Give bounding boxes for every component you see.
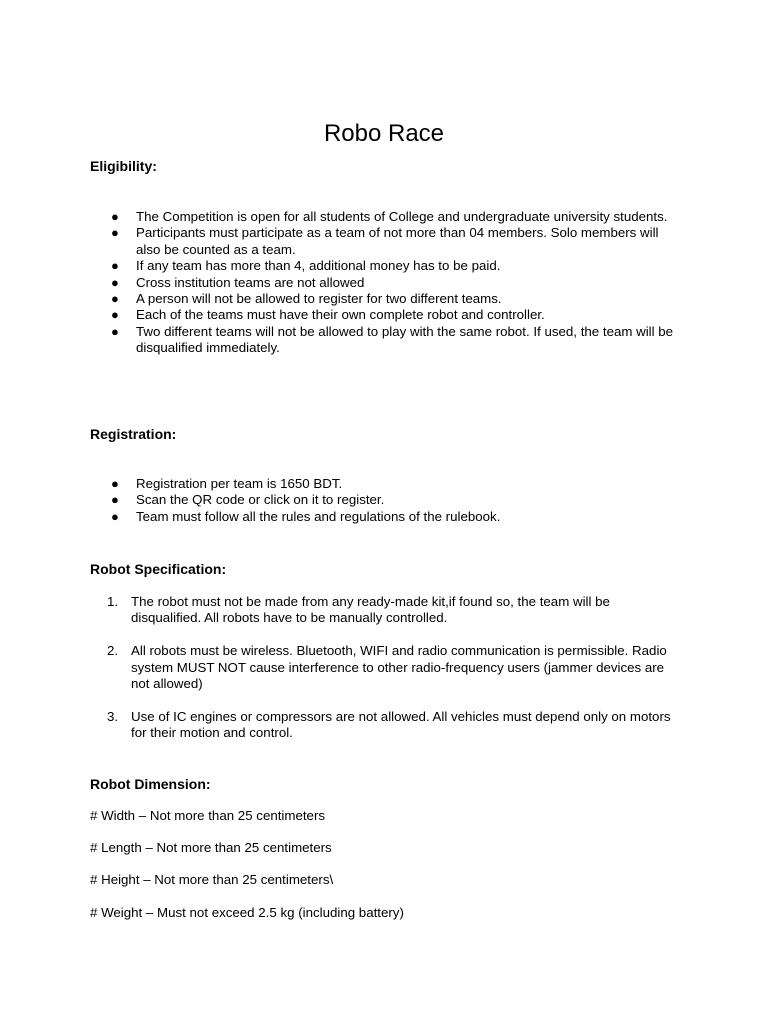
page-title: Robo Race <box>323 120 445 147</box>
list-item <box>0 324 676 357</box>
list-item-text: Scan the QR code or click on it to register. <box>136 492 385 508</box>
list-item-text: Cross institution teams are not allowed <box>136 274 365 290</box>
list-item-text: If any team has more than 4, additional money has to be paid. <box>136 258 501 274</box>
bullet-icon: ● <box>111 258 119 274</box>
list-number: 1. <box>107 594 119 609</box>
list-item <box>0 291 676 307</box>
list-number: 3. <box>107 708 119 724</box>
bullet-icon: ● <box>111 508 119 524</box>
eligibility-list <box>0 209 676 357</box>
bullet-icon: ● <box>111 476 119 491</box>
eligibility-heading: Eligibility: <box>90 158 157 174</box>
dimension-width: # Width – Not more than 25 centimeters <box>90 808 326 823</box>
robot-dimension-heading: Robot Dimension: <box>90 776 211 792</box>
bullet-icon: ● <box>111 209 119 224</box>
list-item-text: Use of IC engines or compressors are not allowed. All vehicles must depend only on motors for their motion and control. <box>131 708 671 741</box>
list-item-text: Two different teams will not be allowed to play with the same robot. If used, the team will be disqualified immediately. <box>136 323 674 356</box>
list-item-text: Participants must participate as a team of not more than 04 members. Solo members will also be counted as a team. <box>136 225 659 257</box>
bullet-icon: ● <box>111 225 119 241</box>
dimension-length: # Length – Not more than 25 centimeters <box>90 840 332 855</box>
bullet-icon: ● <box>111 274 119 290</box>
dimension-weight: # Weight – Must not exceed 2.5 kg (including battery) <box>90 905 404 920</box>
list-item <box>0 643 671 692</box>
list-item-text: Registration per team is 1650 BDT. <box>136 476 343 491</box>
list-item <box>0 594 671 627</box>
list-item <box>0 476 676 492</box>
list-item-text: The robot must not be made from any ready-made kit,if found so, the team will be disqualified. All robots have to be manually controlled. <box>131 594 610 626</box>
bullet-icon: ● <box>111 323 119 339</box>
list-item <box>0 209 676 225</box>
list-item-text: The Competition is open for all students of College and undergraduate university students. <box>136 209 668 224</box>
bullet-icon: ● <box>111 291 119 307</box>
dimension-height: # Height – Not more than 25 centimeters\ <box>90 872 334 887</box>
list-item <box>0 709 671 742</box>
bullet-icon: ● <box>111 492 119 508</box>
list-item <box>0 509 676 525</box>
registration-list <box>0 476 676 525</box>
registration-heading: Registration: <box>90 426 177 442</box>
list-item <box>0 307 676 323</box>
list-item <box>0 225 676 258</box>
robot-specification-list <box>0 594 671 758</box>
list-number: 2. <box>107 643 119 659</box>
list-item-text: All robots must be wireless. Bluetooth, WIFI and radio communication is permissible. Radio system MUST NOT cause interference to other radio-frequency users (jammer devices are not allowed) <box>131 643 667 692</box>
list-item-text: Each of the teams must have their own complete robot and controller. <box>136 307 545 323</box>
list-item-text: Team must follow all the rules and regulations of the rulebook. <box>136 508 501 524</box>
list-item <box>0 492 676 508</box>
list-item <box>0 258 676 274</box>
robot-specification-heading: Robot Specification: <box>90 561 227 577</box>
list-item <box>0 275 676 291</box>
bullet-icon: ● <box>111 307 119 323</box>
list-item-text: A person will not be allowed to register for two different teams. <box>136 291 502 307</box>
